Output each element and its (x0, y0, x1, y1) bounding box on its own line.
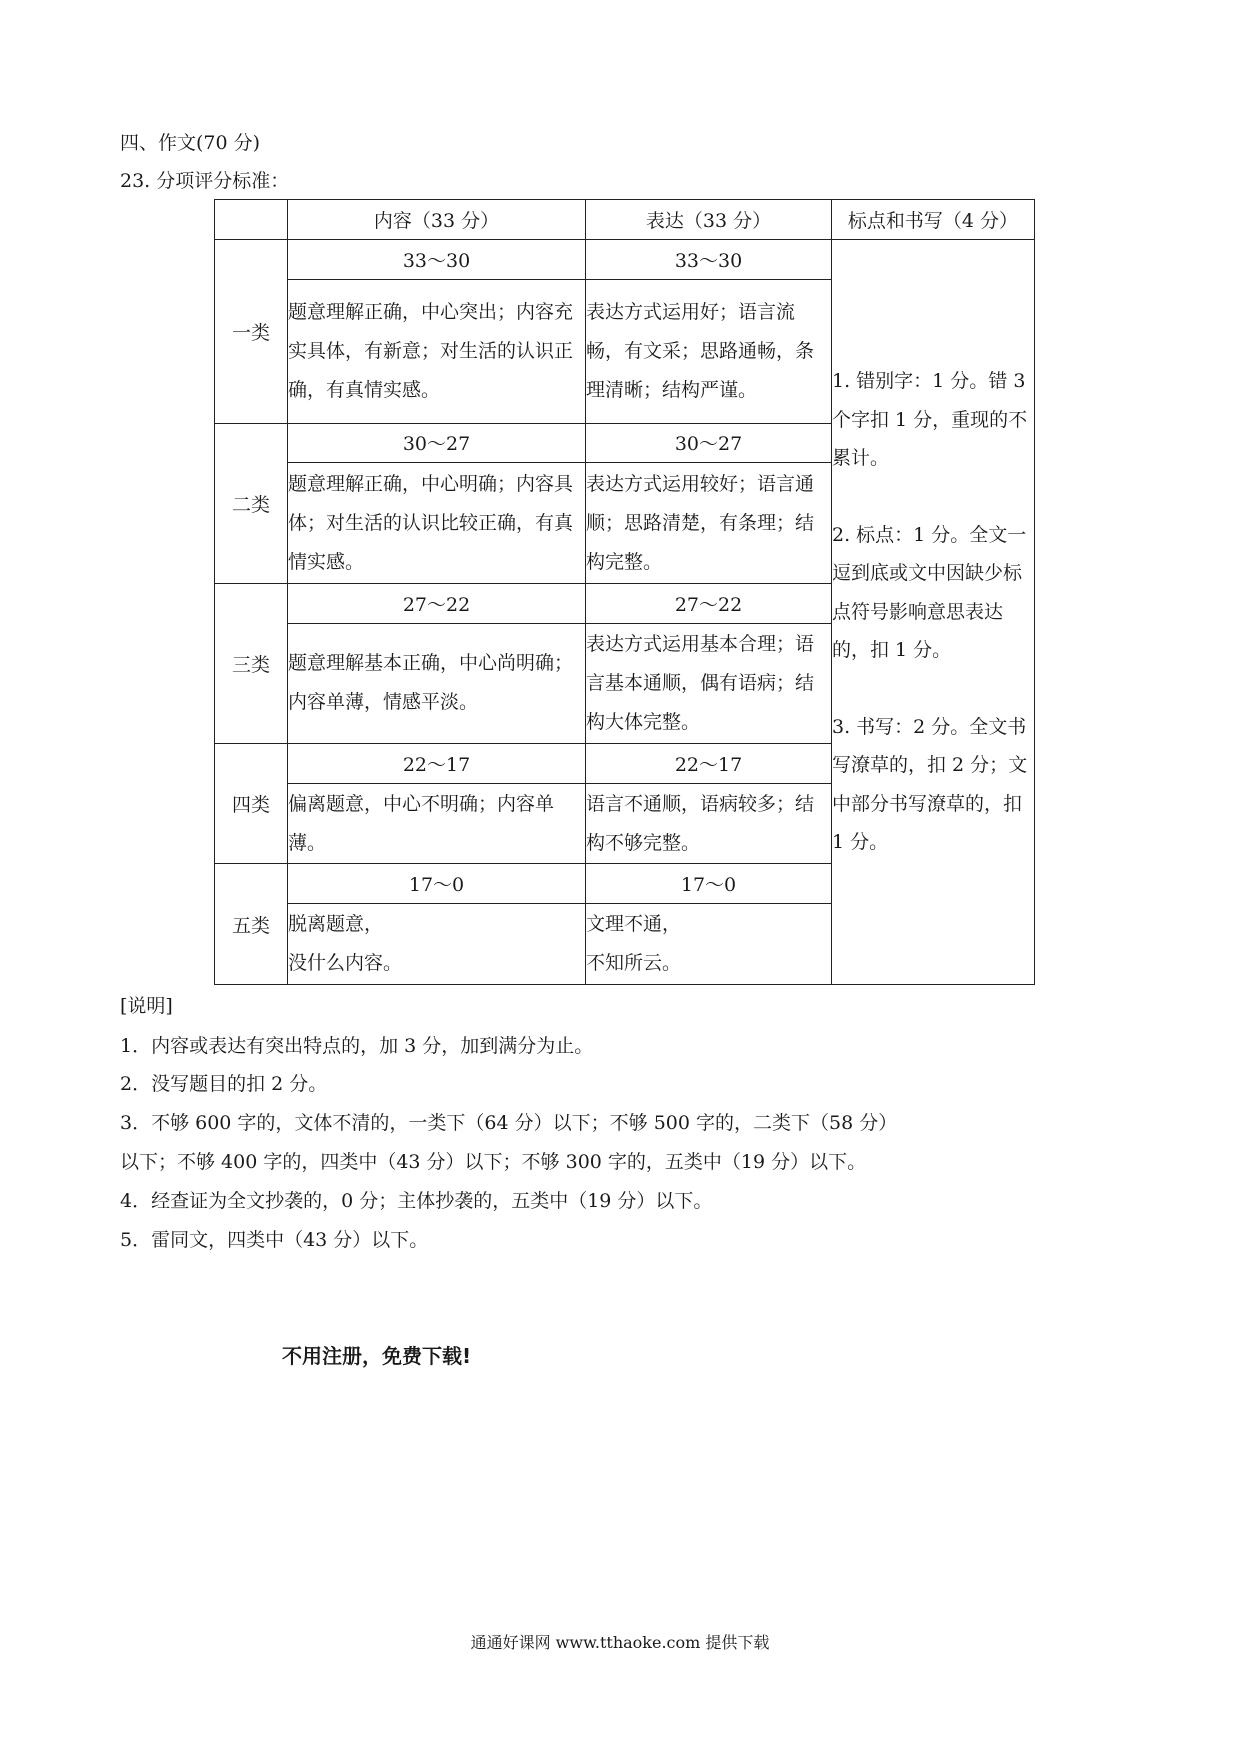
page-footer: 通通好课网 www.tthaoke.com 提供下载 (470, 1633, 770, 1652)
content-line: 脱离题意， (288, 913, 384, 936)
content-range: 33～30 (288, 239, 586, 279)
notes-title: [说明] (120, 995, 173, 1017)
expression-range: 22～17 (586, 744, 832, 784)
promo-text: 不用注册，免费下载! (282, 1344, 472, 1368)
content-description: 题意理解正确，中心突出；内容充实具体，有新意；对生活的认识正确，有真情实感。 (288, 279, 586, 423)
punctuation-item: 3. 书写：2 分。全文书写潦草的，扣 2 分；文中部分书写潦草的，扣 1 分。 (832, 715, 1028, 854)
expression-range: 33～30 (586, 239, 832, 279)
note-item: 1．内容或表达有突出特点的，加 3 分，加到满分为止。 (120, 1035, 594, 1057)
content-range: 27～22 (288, 583, 586, 623)
content-line: 没什么内容。 (288, 952, 403, 975)
expression-description (586, 904, 832, 985)
category-label: 二类 (215, 423, 288, 583)
expression-line: 文理不通， (586, 913, 682, 936)
header-content: 内容（33 分） (288, 200, 586, 240)
note-item: 4．经查证为全文抄袭的，0 分；主体抄袭的，五类中（19 分）以下。 (120, 1190, 713, 1212)
section-heading: 四、作文(70 分) (120, 132, 261, 154)
note-item: 5．雷同文，四类中（43 分）以下。 (120, 1229, 429, 1251)
category-label: 一类 (215, 239, 288, 423)
category-label: 三类 (215, 583, 288, 743)
content-range: 30～27 (288, 423, 586, 463)
table-header-row (215, 200, 1035, 240)
table-row (215, 239, 1035, 279)
header-expression: 表达（33 分） (586, 200, 832, 240)
scoring-rubric-table (214, 199, 1035, 985)
expression-description: 表达方式运用较好；语言通顺；思路清楚，有条理；结构完整。 (586, 463, 832, 583)
category-label: 四类 (215, 744, 288, 864)
content-description: 题意理解正确，中心明确；内容具体；对生活的认识比较正确，有真情实感。 (288, 463, 586, 583)
content-range: 17～0 (288, 864, 586, 904)
content-description: 题意理解基本正确，中心尚明确；内容单薄，情感平淡。 (288, 623, 586, 743)
expression-description: 表达方式运用基本合理；语言基本通顺，偶有语病；结构大体完整。 (586, 623, 832, 743)
expression-range: 30～27 (586, 423, 832, 463)
expression-range: 17～0 (586, 864, 832, 904)
content-description (288, 904, 586, 985)
punctuation-criteria (832, 239, 1035, 984)
note-item: 2．没写题目的扣 2 分。 (120, 1073, 328, 1095)
question-heading: 23. 分项评分标准： (120, 170, 290, 192)
category-label: 五类 (215, 864, 288, 985)
note-item-continued: 以下；不够 400 字的，四类中（43 分）以下；不够 300 字的，五类中（19 分）以下。 (120, 1151, 867, 1173)
header-punctuation: 标点和书写（4 分） (832, 200, 1035, 240)
expression-line: 不知所云。 (586, 952, 682, 975)
punctuation-item: 1. 错别字：1 分。错 3 个字扣 1 分，重现的不累计。 (832, 370, 1028, 470)
content-range: 22～17 (288, 744, 586, 784)
expression-description: 表达方式运用好；语言流畅，有文采；思路通畅，条理清晰；结构严谨。 (586, 279, 832, 423)
punctuation-item: 2. 标点：1 分。全文一逗到底或文中因缺少标点符号影响意思表达的，扣 1 分。 (832, 523, 1027, 662)
corner-cell (215, 200, 288, 240)
content-description: 偏离题意，中心不明确；内容单薄。 (288, 783, 586, 864)
expression-description: 语言不通顺，语病较多；结构不够完整。 (586, 783, 832, 864)
note-item: 3．不够 600 字的，文体不清的，一类下（64 分）以下；不够 500 字的，二类下（58 分） (120, 1112, 898, 1134)
expression-range: 27～22 (586, 583, 832, 623)
